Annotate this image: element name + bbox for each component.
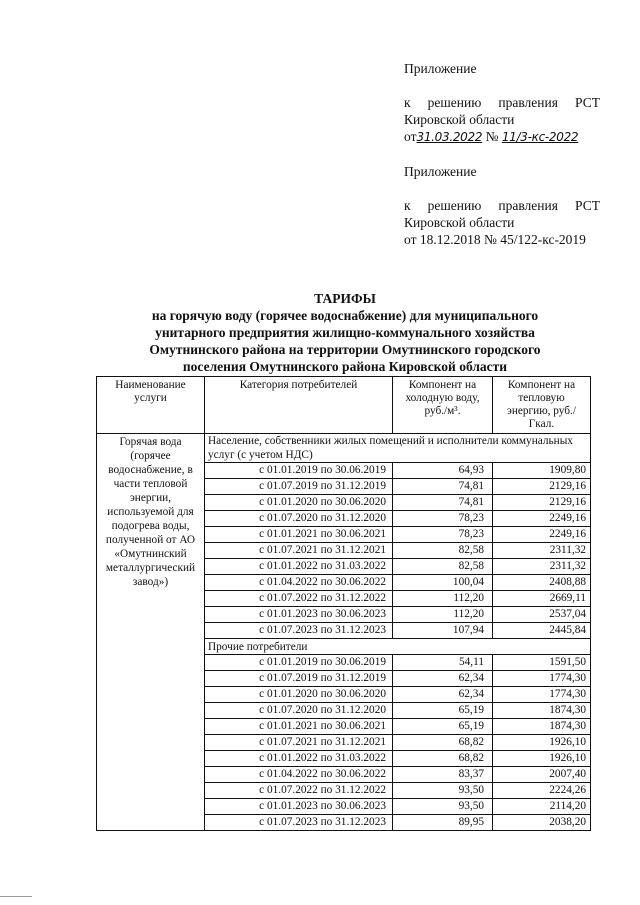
period-cell: с 01.01.2021 по 30.06.2021: [205, 719, 393, 735]
word: решению: [427, 198, 482, 213]
cold-water-cell: 89,95: [393, 815, 493, 831]
word: к: [404, 198, 411, 213]
cold-water-cell: 83,37: [393, 767, 493, 783]
period-cell: с 01.01.2023 по 30.06.2023: [205, 607, 393, 623]
tariff-table: [96, 376, 591, 831]
cold-water-cell: 68,82: [393, 751, 493, 767]
heat-cell: 2007,40: [493, 767, 591, 783]
heat-cell: 2224,26: [493, 783, 591, 799]
cold-water-cell: 93,50: [393, 799, 493, 815]
cold-water-cell: 62,34: [393, 687, 493, 703]
heat-cell: 2129,16: [493, 495, 591, 511]
title-main: ТАРИФЫ: [314, 291, 376, 306]
period-cell: с 01.04.2022 по 30.06.2022: [205, 575, 393, 591]
title-line: унитарного предприятия жилищно-коммунального хозяйства: [155, 325, 535, 340]
page-edge-mark: [0, 896, 32, 897]
heat-cell: 1874,30: [493, 719, 591, 735]
heat-cell: 2408,88: [493, 575, 591, 591]
heat-cell: 2669,11: [493, 591, 591, 607]
appendix-heading: Приложение: [404, 164, 477, 179]
document-title: [110, 290, 580, 375]
cold-water-cell: 74,81: [393, 495, 493, 511]
cold-water-cell: 65,19: [393, 719, 493, 735]
heat-cell: 2249,16: [493, 511, 591, 527]
word: РСТ: [575, 198, 600, 213]
header-cold-water: Компонент на холодную воду, руб./м³.: [393, 377, 493, 434]
heat-cell: 1774,30: [493, 671, 591, 687]
cold-water-cell: 78,23: [393, 511, 493, 527]
number-sign: №: [485, 129, 499, 144]
appendix-decision-line: [404, 94, 600, 111]
appendix-heading: Приложение: [404, 61, 477, 76]
table-header-row: [97, 377, 591, 434]
title-line: поселения Омутнинского района Кировской области: [182, 359, 508, 374]
cold-water-cell: 62,34: [393, 671, 493, 687]
cold-water-cell: 93,50: [393, 783, 493, 799]
heat-cell: 2537,04: [493, 607, 591, 623]
heat-cell: 2038,20: [493, 815, 591, 831]
cold-water-cell: 112,20: [393, 591, 493, 607]
appendix-region: Кировской области: [404, 215, 515, 230]
word: РСТ: [575, 95, 600, 110]
header-category: Категория потребителей: [205, 377, 393, 434]
period-cell: с 01.07.2021 по 31.12.2021: [205, 543, 393, 559]
period-cell: с 01.04.2022 по 30.06.2022: [205, 767, 393, 783]
cold-water-cell: 100,04: [393, 575, 493, 591]
header-heat: Компонент на тепловую энергию, руб./Гкал.: [493, 377, 591, 434]
cold-water-cell: 74,81: [393, 479, 493, 495]
period-cell: с 01.07.2023 по 31.12.2023: [205, 623, 393, 639]
period-cell: с 01.01.2022 по 31.03.2022: [205, 559, 393, 575]
period-cell: с 01.07.2019 по 31.12.2019: [205, 671, 393, 687]
handwritten-number: 11/3-кс-2022: [501, 130, 579, 144]
word: решению: [427, 95, 482, 110]
spacer: [404, 77, 600, 94]
heat-cell: 2311,32: [493, 559, 591, 575]
period-cell: с 01.01.2021 по 30.06.2021: [205, 527, 393, 543]
date-prefix: от: [404, 129, 417, 144]
appendix-block-1: [404, 60, 600, 146]
period-cell: с 01.01.2020 по 30.06.2020: [205, 687, 393, 703]
heat-cell: 1926,10: [493, 751, 591, 767]
period-cell: с 01.01.2019 по 30.06.2019: [205, 655, 393, 671]
period-cell: с 01.01.2019 по 30.06.2019: [205, 463, 393, 479]
period-cell: с 01.07.2020 по 31.12.2020: [205, 511, 393, 527]
heat-cell: 2249,16: [493, 527, 591, 543]
heat-cell: 2114,20: [493, 799, 591, 815]
title-line: Омутнинского района на территории Омутнинского городского: [149, 342, 541, 357]
heat-cell: 1591,50: [493, 655, 591, 671]
title-line: на горячую воду (горячее водоснабжение) для муниципального: [151, 308, 539, 323]
handwritten-date: 31.03.2022: [416, 130, 483, 144]
appendix-region: Кировской области: [404, 112, 515, 127]
word: правления: [498, 198, 558, 213]
appendix-block-2: [404, 163, 600, 248]
cold-water-cell: 78,23: [393, 527, 493, 543]
cold-water-cell: 68,82: [393, 735, 493, 751]
period-cell: с 01.07.2021 по 31.12.2021: [205, 735, 393, 751]
consumer-category: Прочие потребители: [205, 639, 591, 655]
word: к: [404, 95, 411, 110]
appendix-decision-line: [404, 197, 600, 214]
heat-cell: 1909,80: [493, 463, 591, 479]
appendix-date-line: от 18.12.2018 № 45/122-кс-2019: [404, 232, 586, 247]
heat-cell: 2311,32: [493, 543, 591, 559]
cold-water-cell: 112,20: [393, 607, 493, 623]
period-cell: с 01.07.2022 по 31.12.2022: [205, 591, 393, 607]
period-cell: с 01.01.2020 по 30.06.2020: [205, 495, 393, 511]
cold-water-cell: 82,58: [393, 543, 493, 559]
heat-cell: 1774,30: [493, 687, 591, 703]
heat-cell: 1926,10: [493, 735, 591, 751]
cold-water-cell: 107,94: [393, 623, 493, 639]
spacer: [404, 180, 600, 197]
period-cell: с 01.01.2023 по 30.06.2023: [205, 799, 393, 815]
period-cell: с 01.07.2022 по 31.12.2022: [205, 783, 393, 799]
service-name: Горячая вода (горячее водоснабжение, в части тепловой энергии, используемой для подогрева воды, полученной от АО «Омутнинский металлургический завод»): [97, 434, 205, 831]
period-cell: с 01.01.2022 по 31.03.2022: [205, 751, 393, 767]
category-row: [97, 434, 591, 463]
cold-water-cell: 65,19: [393, 703, 493, 719]
heat-cell: 1874,30: [493, 703, 591, 719]
appendix-date-line: [404, 128, 600, 146]
cold-water-cell: 64,93: [393, 463, 493, 479]
cold-water-cell: 82,58: [393, 559, 493, 575]
word: правления: [498, 95, 558, 110]
header-service: Наименование услуги: [97, 377, 205, 434]
period-cell: с 01.07.2023 по 31.12.2023: [205, 815, 393, 831]
consumer-category: Население, собственники жилых помещений и исполнители коммунальных услуг (с учетом НДС): [205, 434, 591, 463]
heat-cell: 2129,16: [493, 479, 591, 495]
heat-cell: 2445,84: [493, 623, 591, 639]
cold-water-cell: 54,11: [393, 655, 493, 671]
period-cell: с 01.07.2020 по 31.12.2020: [205, 703, 393, 719]
period-cell: с 01.07.2019 по 31.12.2019: [205, 479, 393, 495]
